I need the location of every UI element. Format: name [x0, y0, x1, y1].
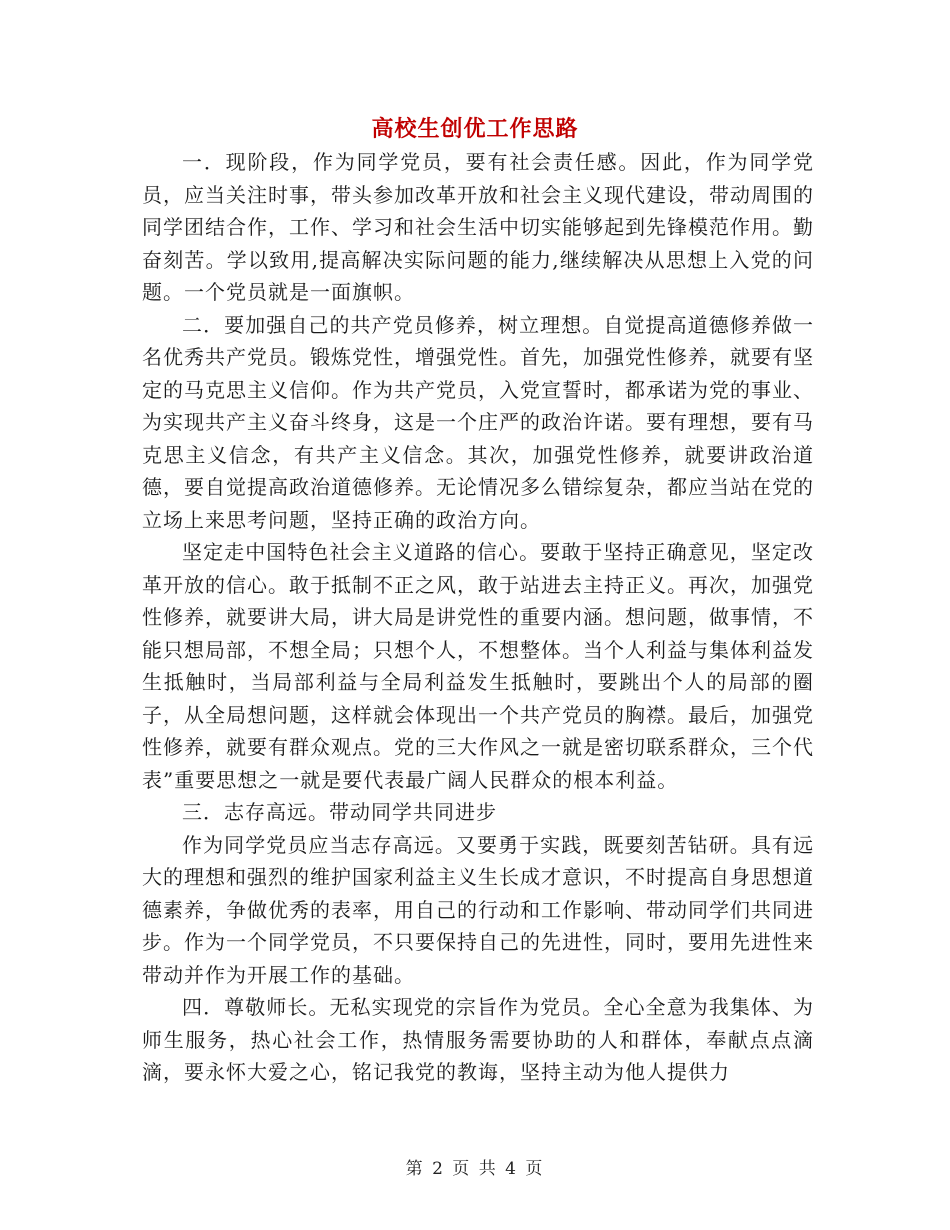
- paragraph-1: 一．现阶段，作为同学党员，要有社会责任感。因此，作为同学党员，应当关注时事，带头参加改革开放和社会主义现代建设，带动周围的同学团结合作，工作、学习和社会生活中切实能够起到先锋模范作用。勤奋刻苦。学以致用,提高解决实际问题的能力,继续解决从思想上入党的问题。一个党员就是一面旗帜。: [142, 150, 814, 304]
- document-body: [142, 146, 814, 1089]
- paragraph-6: 四．尊敬师长。无私实现党的宗旨作为党员。全心全意为我集体、为师生服务，热心社会工作，热情服务需要协助的人和群体，奉献点点滴滴，要永怀大爱之心，铭记我党的教诲，坚持主动为他人提供力: [142, 995, 814, 1084]
- paragraph-5: 作为同学党员应当志存高远。又要勇于实践，既要刻苦钻研。具有远大的理想和强烈的维护国家利益主义生长成才意识，不时提高自身思想道德素养，争做优秀的表率，用自己的行动和工作影响、带动同学们共同进步。作为一个同学党员，不只要保持自己的先进性，同时，要用先进性来带动并作为开展工作的基础。: [142, 832, 814, 987]
- paragraph-3: 坚定走中国特色社会主义道路的信心。要敢于坚持正确意见，坚定改革开放的信心。敢于抵制不正之风，敢于站进去主持正义。再次，加强党性修养，就要讲大局，讲大局是讲党性的重要内涵。想问题，做事情，不能只想局部，不想全局；只想个人，不想整体。当个人利益与集体利益发生抵触时，当局部利益与全局利益发生抵触时，要跳出个人的局部的圈子，从全局想问题，这样就会体现出一个共产党员的胸襟。最后，加强党性修养，就要有群众观点。党的三大作风之一就是密切联系群众，三个代表”重要思想之一就是要代表最广阔人民群众的根本利益。: [142, 540, 814, 792]
- paragraph-4-heading: 三．志存高远。带动同学共同进步: [182, 800, 497, 824]
- paragraph-2: 二．要加强自己的共产党员修养，树立理想。自觉提高道德修养做一名优秀共产党员。锻炼党性，增强党性。首先，加强党性修养，就要有坚定的马克思主义信仰。作为共产党员，入党宣誓时，都承诺为党的事业、为实现共产主义奋斗终身，这是一个庄严的政治许诺。要有理想，要有马克思主义信念，有共产主义信念。其次，加强党性修养，就要讲政治道德，要自觉提高政治道德修养。无论情况多么错综复杂，都应当站在党的立场上来思考问题，坚持正确的政治方向。: [142, 312, 814, 532]
- document-title: 高校生创优工作思路: [371, 117, 579, 142]
- page-number: 第 2 页 共 4 页: [405, 1159, 545, 1179]
